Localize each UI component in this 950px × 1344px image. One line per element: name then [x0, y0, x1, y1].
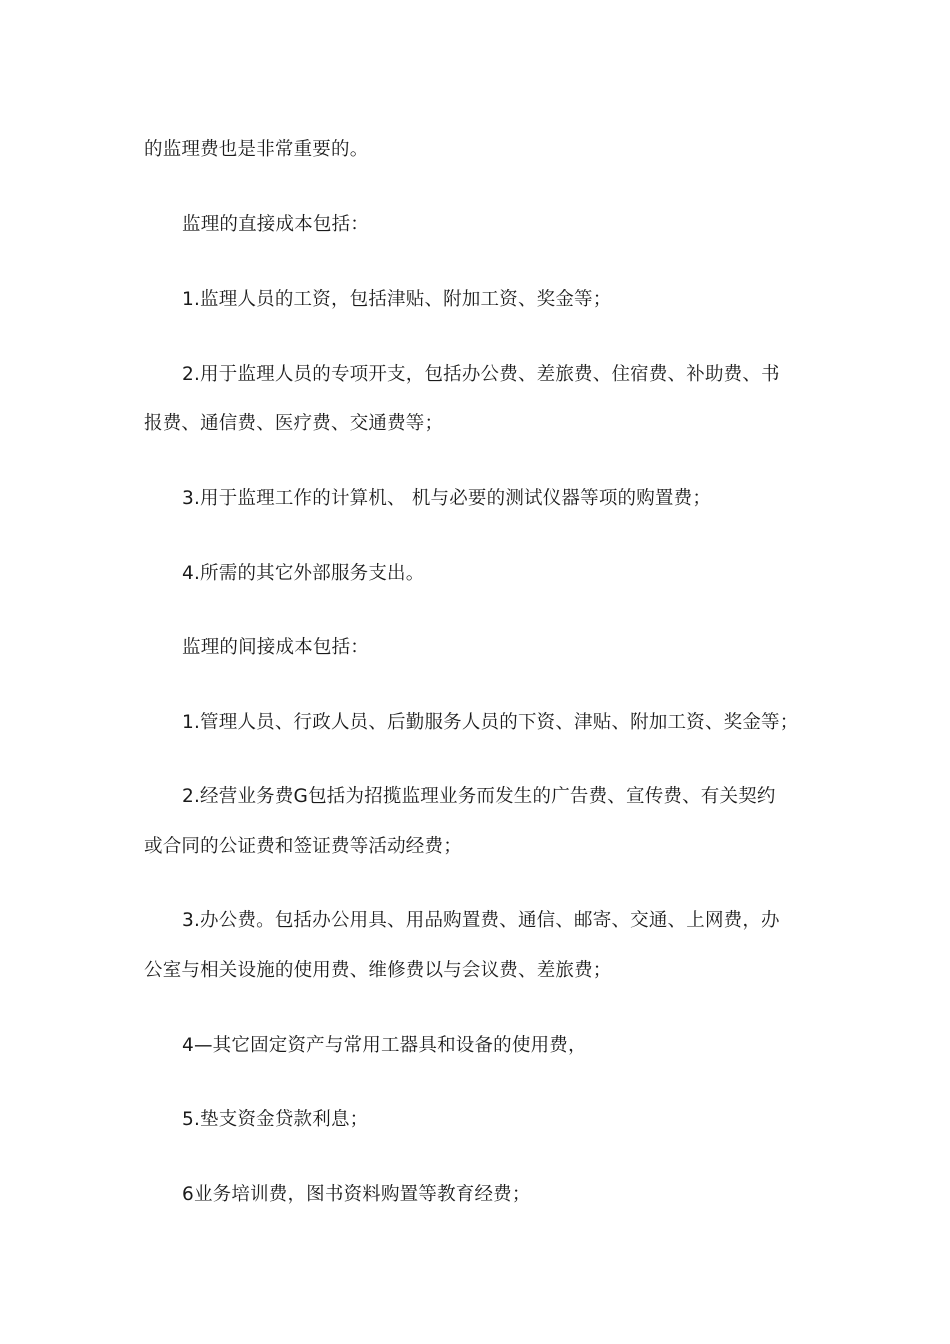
list-item: 2.用于监理人员的专项开支，包括办公费、差旅费、住宿费、补助费、书 [182, 364, 780, 385]
list-item: 3.办公费。包括办公用具、用品购置费、通信、邮寄、交通、上网费，办 [182, 910, 780, 931]
list-item: 6业务培训费，图书资料购置等教育经费； [182, 1184, 531, 1205]
list-item: 5.垫支资金贷款利息； [182, 1109, 369, 1130]
list-item: 4—其它固定资产与常用工器具和设备的使用费， [182, 1035, 587, 1056]
list-item: 4.所需的其它外部服务支出。 [182, 563, 425, 584]
section-heading: 监理的间接成本包括： [182, 637, 370, 658]
list-item: 2.经营业务费G包括为招揽监理业务而发生的广告费、宣传费、有关契约 [182, 786, 776, 807]
list-item-continuation: 报费、通信费、医疗费、交通费等； [144, 413, 444, 434]
list-item-continuation: 公室与相关设施的使用费、维修费以与会议费、差旅费； [144, 960, 612, 981]
paragraph-line: 的监理费也是非常重要的。 [144, 139, 369, 160]
section-heading: 监理的直接成本包括： [182, 214, 370, 235]
list-item: 1.监理人员的工资，包括津贴、附加工资、奖金等； [182, 289, 612, 310]
list-item: 3.用于监理工作的计算机、 机与必要的测试仪器等项的购置费； [182, 488, 712, 509]
list-item: 1.管理人员、行政人员、后勤服务人员的下资、津贴、附加工资、奖金等； [182, 712, 799, 733]
list-item-continuation: 或合同的公证费和签证费等活动经费； [144, 836, 462, 857]
